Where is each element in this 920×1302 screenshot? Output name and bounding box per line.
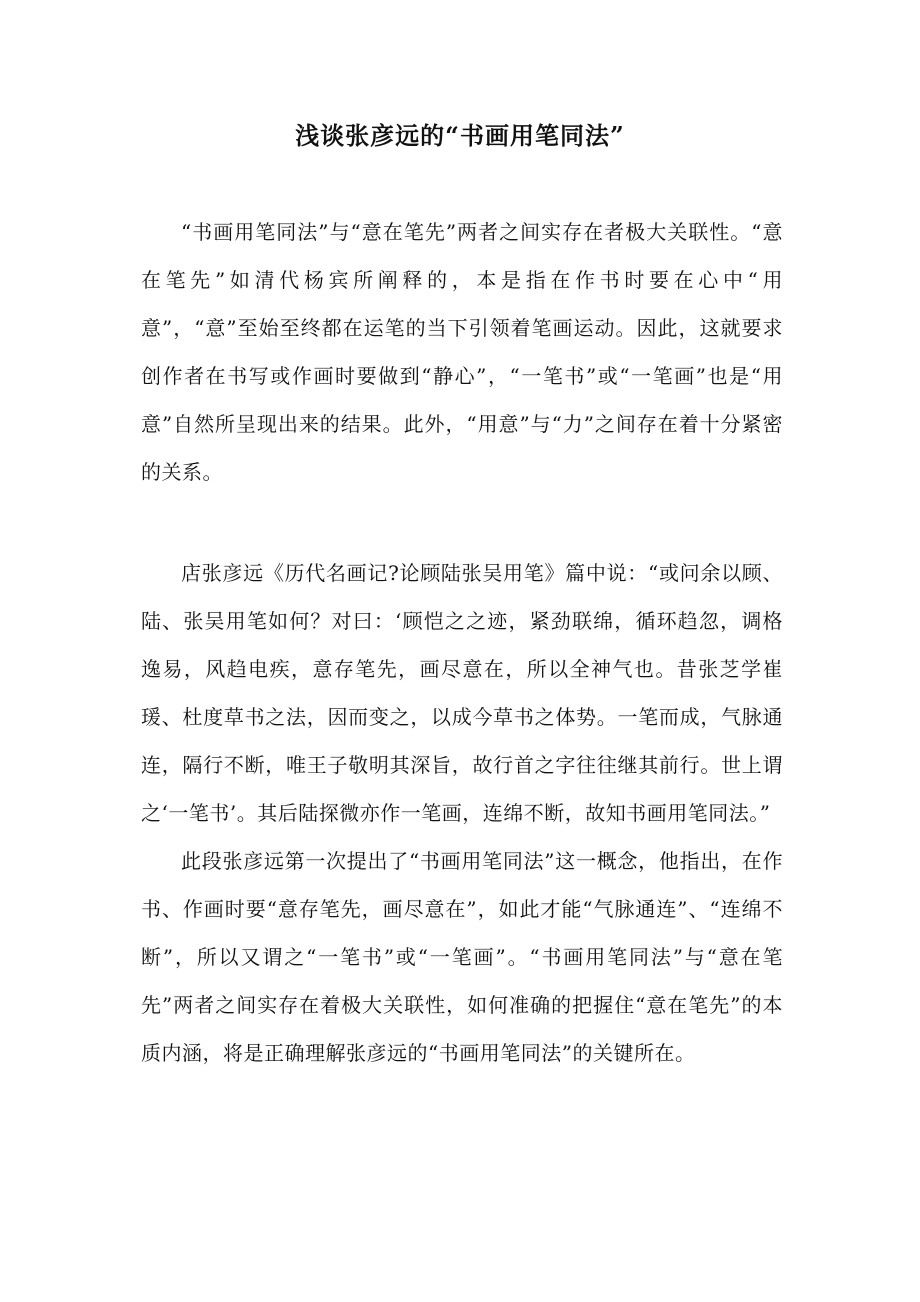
paragraph-2: 店张彦远《历代名画记?论顾陆张吴用笔》篇中说：“或问余以顾、陆、张吴用笔如何？对曰：‘顾恺之之迹，紧劲联绵，循环趋忽，调格逸易，风趋电疾，意存笔先，画尽意在，所以全神气也。昔张芝学崔瑗、杜度草书之法，因而变之，以成今草书之体势。一笔而成，气脉通连，隔行不断，唯王子敬明其深旨，故行首之字往往继其前行。世上谓之‘一笔书’。其后陆探微亦作一笔画，连绵不断，故知书画用笔同法。” [141, 561, 783, 825]
document-title: 浅谈张彦远的“书画用笔同法” [295, 121, 625, 150]
paragraph-3: 此段张彦远第一次提出了“书画用笔同法”这一概念，他指出，在作书、作画时要“意存笔先，画尽意在”，如此才能“气脉通连”、“连绵不断”，所以又谓之“一笔书”或“一笔画”。“书画用笔同法”与“意在笔先”两者之间实存在着极大关联性，如何准确的把握住“意在笔先”的本质内涵，将是正确理解张彦远的“书画用笔同法”的关键所在。 [141, 849, 783, 1065]
paragraph-1: “书画用笔同法”与“意在笔先”两者之间实存在者极大关联性。“意在笔先”如清代杨宾所阐释的，本是指在作书时要在心中“用意”，“意”至始至终都在运笔的当下引领着笔画运动。因此，这就要求创作者在书写或作画时要做到“静心”，“一笔书”或“一笔画”也是“用意”自然所呈现出来的结果。此外，“用意”与“力”之间存在着十分紧密的关系。 [141, 220, 783, 484]
body-section-1 [141, 208, 783, 496]
body-section-2 [141, 549, 783, 1077]
